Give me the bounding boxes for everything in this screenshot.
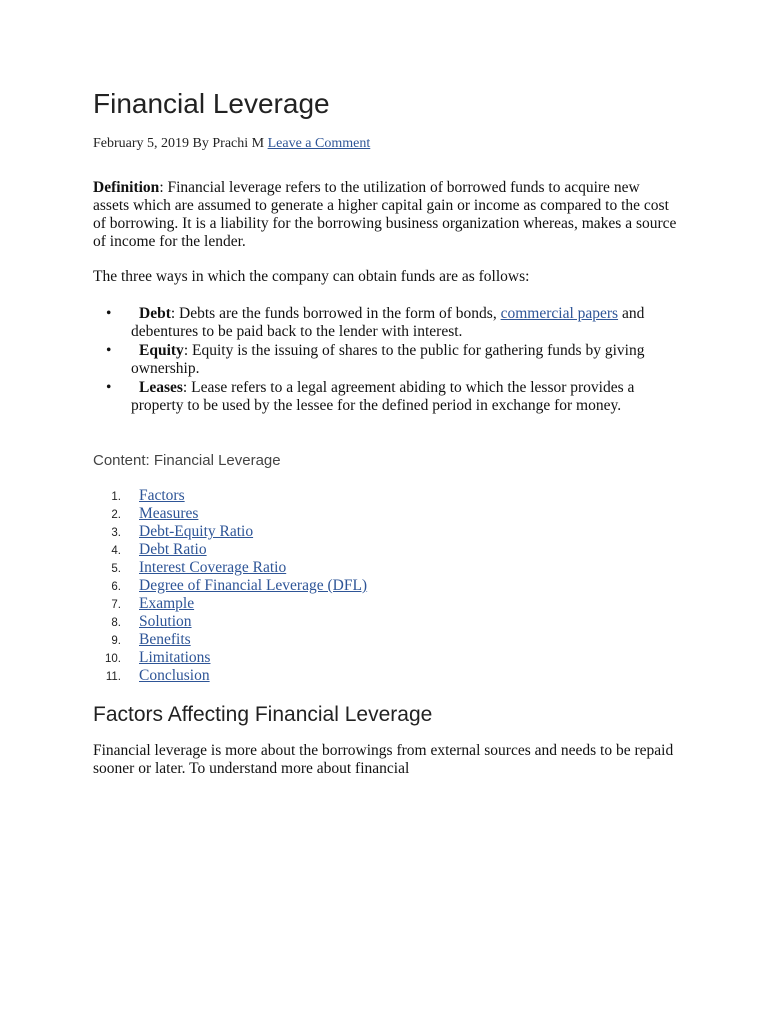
bullet-dot: • <box>106 305 112 322</box>
toc-number: 5. <box>111 563 121 575</box>
toc-number: 3. <box>111 527 121 539</box>
leave-comment-link[interactable]: Leave a Comment <box>267 136 371 151</box>
bullet-label: Equity <box>139 342 184 359</box>
toc-item-conclusion <box>93 667 678 685</box>
toc-link-solution[interactable]: Solution <box>139 613 192 630</box>
post-author: Prachi M <box>212 136 265 151</box>
toc-number: 7. <box>111 599 121 611</box>
toc-link-example[interactable]: Example <box>139 595 195 612</box>
toc-link-benefits[interactable]: Benefits <box>139 631 191 648</box>
bullet-label: Debt <box>139 305 171 322</box>
toc-link-dfl[interactable]: Degree of Financial Leverage (DFL) <box>139 577 368 594</box>
toc-item-example <box>93 595 678 613</box>
definition-label: Definition <box>93 179 160 196</box>
definition-paragraph <box>93 179 678 251</box>
toc-link-factors[interactable]: Factors <box>139 487 185 504</box>
content-heading: Content: Financial Leverage <box>93 452 281 469</box>
bullet-dot: • <box>106 379 112 396</box>
toc-number: 1. <box>111 491 121 503</box>
post-meta <box>93 135 370 153</box>
toc-link-debt-equity-ratio[interactable]: Debt-Equity Ratio <box>139 523 254 540</box>
toc-link-interest-coverage-ratio[interactable]: Interest Coverage Ratio <box>139 559 287 576</box>
toc-number: 9. <box>111 635 121 647</box>
toc-number: 2. <box>111 509 121 521</box>
bullet-debt <box>93 305 678 341</box>
toc-item-debt-equity-ratio <box>93 523 678 541</box>
toc-item-measures <box>93 505 678 523</box>
table-of-contents <box>93 487 678 685</box>
bullet-text: : Debts are the funds borrowed in the form of bonds, <box>170 305 501 322</box>
bullet-text: : Equity is the issuing of shares to the public for gathering funds by giving ownership. <box>131 342 645 377</box>
toc-number: 8. <box>111 617 121 629</box>
post-date: February 5, 2019 <box>93 136 190 151</box>
toc-number: 10. <box>105 653 121 665</box>
toc-item-debt-ratio <box>93 541 678 559</box>
toc-number: 4. <box>111 545 121 557</box>
toc-link-measures[interactable]: Measures <box>139 505 199 522</box>
factors-heading: Factors Affecting Financial Leverage <box>93 703 433 726</box>
toc-item-benefits <box>93 631 678 649</box>
toc-link-limitations[interactable]: Limitations <box>139 649 211 666</box>
bullet-leases <box>93 379 678 415</box>
definition-text: : Financial leverage refers to the utilization of borrowed funds to acquire new assets which are assumed to generate a higher capital gain or income as compared to the cost of borrowing. It is a liability for the borrowing business organization whereas, makes a source of income for the lender. <box>93 179 677 250</box>
commercial-papers-link[interactable]: commercial papers <box>500 305 619 322</box>
toc-item-factors <box>93 487 678 505</box>
bullet-label: Leases <box>139 379 183 396</box>
bullet-equity <box>93 342 678 378</box>
post-by: By <box>192 136 209 151</box>
three-ways-intro: The three ways in which the company can obtain funds are as follows: <box>93 268 530 285</box>
factors-paragraph: Financial leverage is more about the borrowings from external sources and needs to be repaid sooner or later. To understand more about financial <box>93 742 674 777</box>
toc-link-debt-ratio[interactable]: Debt Ratio <box>139 541 207 558</box>
bullet-dot: • <box>106 342 112 359</box>
bullet-text: and debentures to be paid back to the lender with interest. <box>131 305 645 340</box>
toc-item-interest-coverage-ratio <box>93 559 678 577</box>
toc-item-solution <box>93 613 678 631</box>
toc-number: 6. <box>111 581 121 593</box>
toc-link-conclusion[interactable]: Conclusion <box>139 667 210 684</box>
toc-item-limitations <box>93 649 678 667</box>
toc-item-dfl <box>93 577 678 595</box>
funds-bullet-list <box>93 305 678 416</box>
bullet-text: : Lease refers to a legal agreement abiding to which the lessor provides a property to be used by the lessee for the defined period in exchange for money. <box>131 379 635 414</box>
toc-number: 11. <box>105 671 121 683</box>
page-title: Financial Leverage <box>93 88 330 119</box>
